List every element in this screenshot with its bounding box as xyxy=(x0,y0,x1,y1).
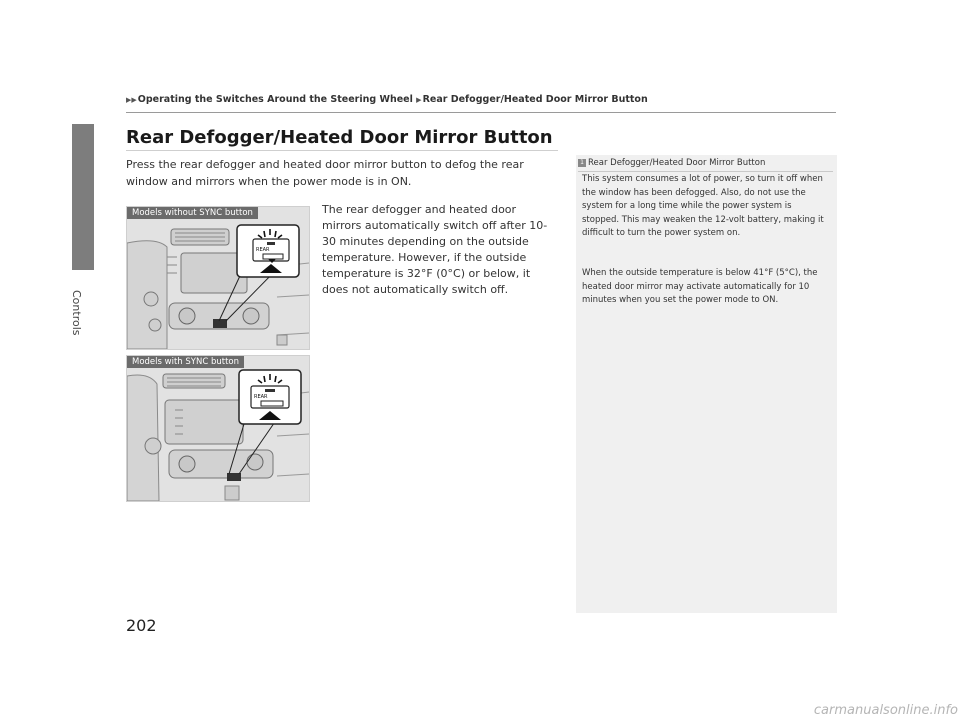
breadcrumb-item[interactable]: Rear Defogger/Heated Door Mirror Button xyxy=(422,94,648,105)
watermark: carmanualsonline.info xyxy=(813,703,958,718)
note-paragraph: This system consumes a lot of power, so turn it off when the window has been defogged. Also, do not use the system for a long time while the power system is stopped. This may weaken the 12-volt battery, making it difficult to turn the power system on. xyxy=(582,174,824,238)
figure-button-label: REAR xyxy=(254,394,268,400)
breadcrumb xyxy=(126,94,648,105)
note-title xyxy=(578,158,765,168)
breadcrumb-arrow-icon: ▶▶ xyxy=(126,96,137,104)
dashboard-illustration xyxy=(127,207,309,349)
header-divider xyxy=(126,112,836,113)
note-title-text: Rear Defogger/Heated Door Mirror Button xyxy=(588,158,766,168)
page-title: Rear Defogger/Heated Door Mirror Button xyxy=(126,127,553,148)
figure-caption: Models without SYNC button xyxy=(127,207,258,219)
section-label: Controls xyxy=(70,290,83,336)
note-paragraph: When the outside temperature is below 41°F (5°C), the heated door mirror may activate automatically for 10 minutes when you set the power mode to ON. xyxy=(582,268,818,305)
figure-caption: Models with SYNC button xyxy=(127,356,244,368)
figure-button-label: REAR xyxy=(256,247,270,253)
page-number: 202 xyxy=(126,616,157,635)
figure-without-sync xyxy=(126,206,310,350)
intro-text: Press the rear defogger and heated door mirror button to defog the rear window and mirrors when the power mode is in ON. xyxy=(126,158,524,188)
dashboard-illustration xyxy=(127,356,309,501)
note-number-badge: 1 xyxy=(578,159,586,167)
breadcrumb-item[interactable]: Operating the Switches Around the Steering Wheel xyxy=(137,94,413,105)
figure-with-sync xyxy=(126,355,310,502)
detail-text: The rear defogger and heated door mirrors automatically switch off after 10-30 minutes depending on the outside temperature. However, if the outside temperature is 32°F (0°C) or below, it does not automatically switch off. xyxy=(322,203,548,296)
section-tab xyxy=(72,124,94,270)
note-divider xyxy=(578,171,833,172)
title-divider xyxy=(126,150,558,151)
breadcrumb-arrow-icon: ▶ xyxy=(416,96,422,104)
